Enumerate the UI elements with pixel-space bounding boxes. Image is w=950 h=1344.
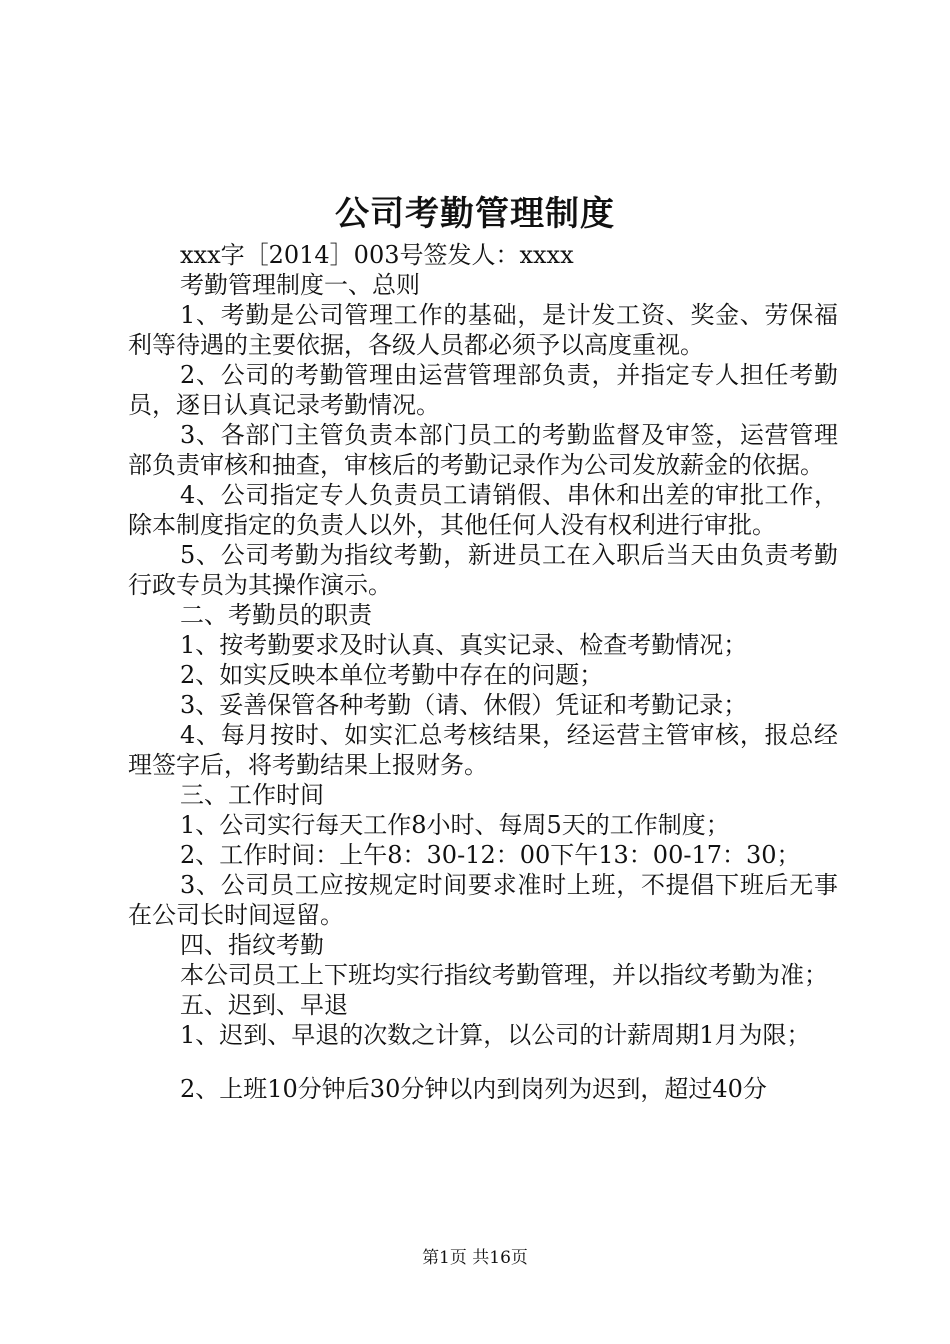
paragraph: 1、公司实行每天工作8小时、每周5天的工作制度； (180, 811, 730, 839)
paragraph: 4、公司指定专人负责员工请销假、串休和出差的审批工作，除本制度指定的负责人以外，其他任何人没有权利进行审批。 (128, 481, 838, 539)
paragraph: 1、考勤是公司管理工作的基础，是计发工资、奖金、劳保福利等待遇的主要依据，各级人员都必须予以高度重视。 (128, 301, 838, 359)
paragraph: 3、各部门主管负责本部门员工的考勤监督及审签，运营管理部负责审核和抽查，审核后的考勤记录作为公司发放薪金的依据。 (128, 421, 838, 479)
document-title: 公司考勤管理制度 (335, 194, 615, 234)
paragraph: 1、迟到、早退的次数之计算，以公司的计薪周期1月为限； (180, 1021, 811, 1049)
page-footer: 第1页 共16页 (422, 1248, 528, 1268)
paragraph: 5、公司考勤为指纹考勤，新进员工在入职后当天由负责考勤行政专员为其操作演示。 (128, 541, 838, 599)
paragraph: 4、每月按时、如实汇总考核结果，经运营主管审核，报总经理签字后，将考勤结果上报财务。 (128, 721, 838, 779)
section-heading-late-early: 五、迟到、早退 (180, 991, 348, 1019)
section-heading-general: 考勤管理制度一、总则 (180, 271, 420, 299)
paragraph: 2、上班10分钟后30分钟以内到岗列为迟到，超过40分 (180, 1075, 767, 1103)
section-heading-fingerprint: 四、指纹考勤 (180, 931, 324, 959)
document-body (128, 240, 838, 1104)
paragraph: 2、公司的考勤管理由运营管理部负责，并指定专人担任考勤员，逐日认真记录考勤情况。 (128, 361, 838, 419)
paragraph: 2、如实反映本单位考勤中存在的问题； (180, 661, 604, 689)
paragraph: 1、按考勤要求及时认真、真实记录、检查考勤情况； (180, 631, 748, 659)
section-heading-work-hours: 三、工作时间 (180, 781, 324, 809)
paragraph: 3、妥善保管各种考勤（请、休假）凭证和考勤记录； (180, 691, 748, 719)
paragraph: 2、工作时间：上午8：30-12：00下午13：00-17：30； (180, 841, 801, 869)
section-heading-duties: 二、考勤员的职责 (180, 601, 372, 629)
issue-number-line: xxx字［2014］003号签发人：xxxx (180, 241, 574, 269)
paragraph: 3、公司员工应按规定时间要求准时上班，不提倡下班后无事在公司长时间逗留。 (128, 871, 838, 929)
paragraph: 本公司员工上下班均实行指纹考勤管理，并以指纹考勤为准； (180, 961, 828, 989)
